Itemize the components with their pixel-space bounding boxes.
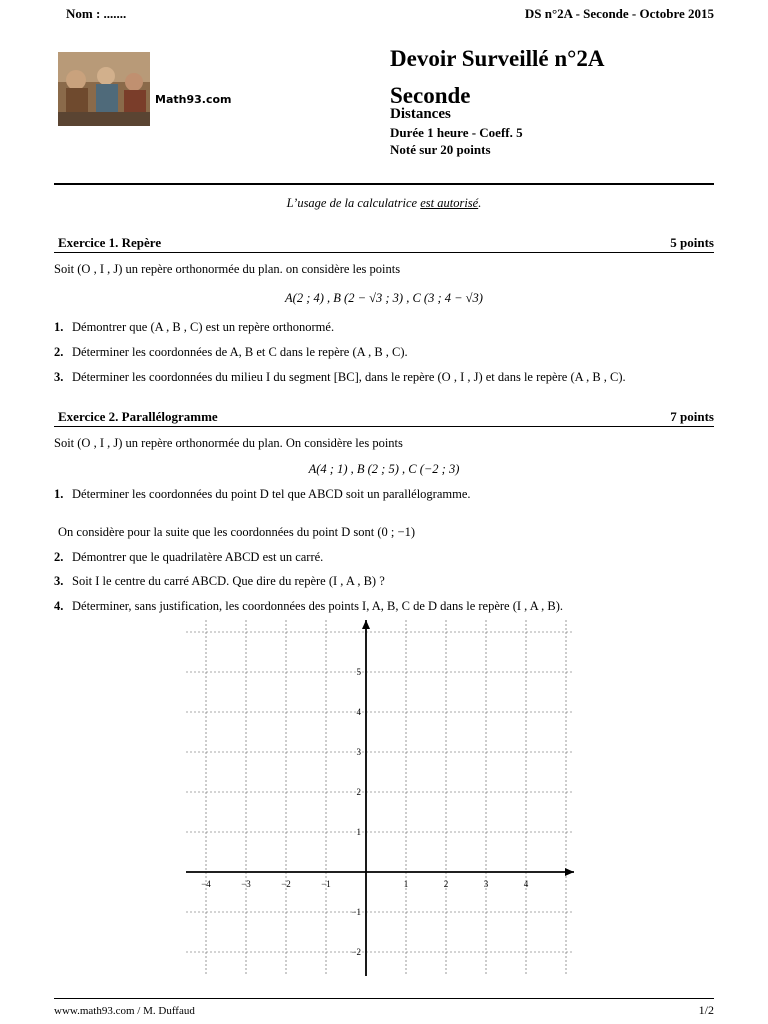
question-text: Déterminer les coordonnées du milieu I du segment [BC], dans le repère (O , I , J) et dans le repère (A , B , C).	[72, 370, 626, 384]
x-axis-arrow-icon	[565, 868, 574, 876]
exercise2-intro: Soit (O , I , J) un repère orthonormée du plan. On considère les points	[54, 436, 403, 450]
exercise2-note: On considère pour la suite que les coordonnées du point D sont (0 ; −1)	[58, 525, 415, 539]
y-tick-label: −1	[351, 907, 361, 917]
question-number: 3.	[54, 574, 64, 588]
exercise2-title: Exercice 2. Parallélogramme	[58, 409, 218, 424]
exercise1-intro: Soit (O , I , J) un repère orthonormée du plan. on considère les points	[54, 262, 401, 276]
exam-title: Devoir Surveillé n°2A	[390, 46, 605, 71]
student-name-field: Nom : .......	[66, 6, 127, 21]
exercise2-points: 7 points	[670, 409, 714, 424]
y-tick-label: 3	[356, 747, 361, 757]
x-tick-label: 3	[483, 879, 489, 889]
header-exam-info: DS n°2A - Seconde - Octobre 2015	[524, 6, 714, 21]
question-number: 2.	[54, 550, 64, 564]
x-tick-label: −1	[321, 879, 331, 889]
question-text: Déterminer, sans justification, les coordonnées des points I, A, B, C de D dans le repère (I , A , B).	[72, 599, 564, 613]
x-tick-label: −3	[241, 879, 251, 889]
question-number: 3.	[54, 370, 64, 384]
y-axis-arrow-icon	[362, 620, 370, 629]
question-text: Déterminer les coordonnées de A, B et C dans le repère (A , B , C).	[72, 345, 408, 359]
question-text: Démontrer que (A , B , C) est un repère orthonormé.	[72, 320, 335, 334]
exam-topic: Distances	[390, 106, 451, 122]
logo-text: Math93.com	[155, 93, 232, 106]
calculator-notice-end: .	[478, 196, 482, 210]
exercise2-points-def: A(4 ; 1) , B (2 ; 5) , C (−2 ; 3)	[308, 462, 460, 476]
x-tick-label: 1	[403, 879, 409, 889]
footer-divider	[54, 998, 714, 999]
y-tick-label: 2	[356, 787, 361, 797]
question-number: 1.	[54, 487, 64, 501]
calculator-notice-emphasis: est autorisé	[420, 196, 479, 210]
exam-level: Seconde	[390, 83, 471, 108]
x-tick-label: 4	[523, 879, 529, 889]
page-number: 1/2	[698, 1003, 714, 1017]
x-tick-label: −2	[281, 879, 291, 889]
question-text: Démontrer que le quadrilatère ABCD est un carré.	[72, 550, 324, 564]
y-tick-label: −2	[351, 947, 361, 957]
y-tick-label: 4	[356, 707, 361, 717]
footer-site: www.math93.com / M. Duffaud	[54, 1005, 195, 1017]
exercise1-points-def: A(2 ; 4) , B (2 − √3 ; 3) , C (3 ; 4 − √3)	[285, 291, 483, 305]
question-number: 1.	[54, 320, 64, 334]
exam-duration: Durée 1 heure - Coeff. 5	[390, 125, 523, 140]
exercise1-points: 5 points	[670, 235, 714, 250]
question-number: 4.	[54, 599, 64, 613]
y-tick-label: 5	[356, 667, 361, 677]
y-tick-label: 1	[356, 827, 361, 837]
calculator-notice-text: L’usage de la calculatrice	[286, 196, 421, 210]
x-tick-label: −4	[201, 879, 211, 889]
exercise1-title: Exercice 1. Repère	[58, 235, 162, 250]
exam-grading: Noté sur 20 points	[390, 142, 491, 157]
question-number: 2.	[54, 345, 64, 359]
question-text: Déterminer les coordonnées du point D tel que ABCD soit un parallélogramme.	[72, 487, 471, 501]
x-tick-label: 2	[443, 879, 449, 889]
question-text: Soit I le centre du carré ABCD. Que dire du repère (I , A , B) ?	[72, 574, 385, 588]
